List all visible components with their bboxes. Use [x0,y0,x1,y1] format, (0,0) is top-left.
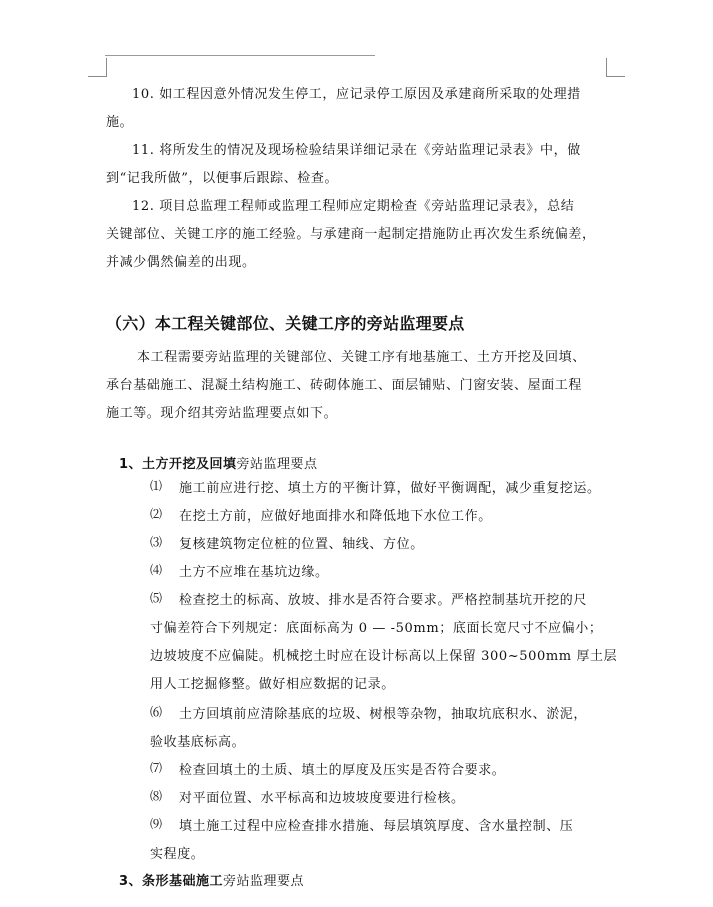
list-item-number: ⑸ [150,591,163,605]
list-item-number: ⑹ [150,705,163,719]
subheading-3-bold: 3、条形基础施工 [119,874,224,889]
intro-line-2: 承台基础施工、混凝土结构施工、砖砌体施工、面层铺贴、门窗安装、屋面工程 [106,378,583,393]
intro-line-1: 本工程需要旁站监理的关键部位、关键工序有地基施工、土方开挖及回填、 [137,350,586,365]
subheading-3 [119,870,304,889]
subheading-1-bold: 1、土方开挖及回填 [119,457,237,472]
list-item-number: ⑷ [150,563,163,577]
section-heading-6: （六）本工程关键部位、关键工序的旁站监理要点 [106,314,465,333]
paragraph-item-11: 11. 将所发生的情况及现场检验结果详细记录在《旁站监理记录表》中，做 [132,143,581,158]
list-item-text: 对平面位置、水平标高和边坡坡度要进行检核。 [179,791,465,806]
list-item-text: 检查回填土的土质、填土的厚度及压实是否符合要求。 [179,763,506,778]
list-item-number: ⑶ [150,535,163,549]
list-item-number: ⑴ [150,479,163,493]
subheading-3-normal: 旁站监理要点 [223,874,305,889]
list-item-text: 检查挖土的标高、放坡、排水是否符合要求。严格控制基坑开挖的尺 [179,593,588,608]
list-item-text: 土方回填前应清除基底的垃圾、树根等杂物，抽取坑底积水、淤泥， [179,707,588,722]
list-item-text-cont: 边坡坡度不应偏陡。机械挖土时应在设计标高以上保留 300~500mm 厚土层 [150,649,618,664]
list-item-text: 填土施工过程中应检查排水措施、每层填筑厚度、含水量控制、压 [179,819,574,834]
header-rule [105,55,375,56]
list-item-text-cont: 用人工挖掘修整。做好相应数据的记录。 [150,677,395,692]
paragraph-item-12-cont2: 并减少偶然偏差的出现。 [106,255,256,270]
list-item-number: ⑺ [150,761,163,775]
intro-line-3: 施工等。现介绍其旁站监理要点如下。 [106,406,338,421]
list-item-text-cont: 实程度。 [150,847,205,862]
paragraph-item-10-cont: 施。 [106,115,134,130]
paragraph-item-11-cont: 到“记我所做”，以便事后跟踪、检查。 [106,171,339,186]
subheading-1-normal: 旁站监理要点 [236,457,318,472]
list-item-text-cont: 验收基底标高。 [150,735,246,750]
crop-mark-right [606,58,625,77]
paragraph-item-12-cont1: 关键部位、关键工序的施工经验。与承建商一起制定措施防止再次发生系统偏差， [106,227,596,242]
list-item-number: ⑵ [150,507,163,521]
list-item-text: 土方不应堆在基坑边缘。 [179,565,329,580]
list-item-text-cont: 寸偏差符合下列规定：底面标高为 0 — -50mm；底面长宽尺寸不应偏小； [150,621,603,636]
list-item-number: ⑻ [150,789,163,803]
paragraph-item-12: 12. 项目总监理工程师或监理工程师应定期检查《旁站监理记录表》，总结 [132,199,575,214]
crop-mark-left [88,58,107,77]
list-item-number: ⑼ [150,817,163,831]
list-item-text: 施工前应进行挖、填土方的平衡计算，做好平衡调配，减少重复挖运。 [179,481,601,496]
paragraph-item-10: 10. 如工程因意外情况发生停工，应记录停工原因及承建商所采取的处理措 [132,87,581,102]
list-item-text: 复核建筑物定位桩的位置、轴线、方位。 [179,537,424,552]
list-item-text: 在挖土方前，应做好地面排水和降低地下水位工作。 [179,509,492,524]
subheading-1 [119,453,318,472]
